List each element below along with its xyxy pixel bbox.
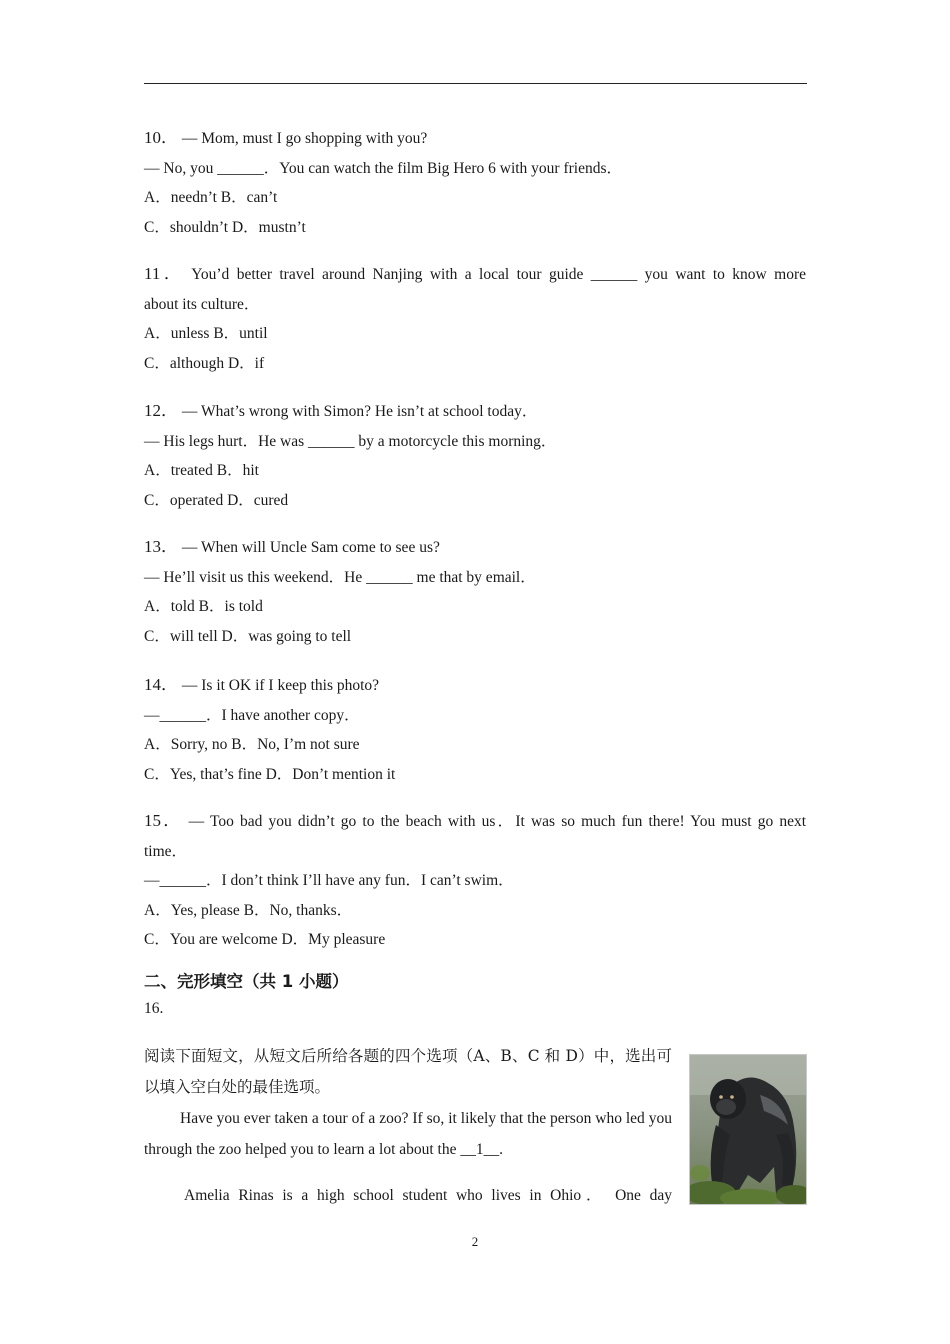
passage-paragraph-1: Have you ever taken a tour of a zoo? If so, it likely that the person who led you through the zoo helped you to learn a lot about the __1__. — [144, 1110, 672, 1158]
question-line: —______．I don’t think I’ll have any fun．I can’t swim． — [144, 872, 514, 889]
question-number: 11． — [144, 264, 185, 283]
question-number: 14． — [144, 675, 178, 694]
question-number: 10． — [144, 128, 178, 147]
option-row: C．although D．if — [144, 354, 265, 372]
question-stem: You’d better travel around Nanjing with a local tour guide ______ you want to know more — [191, 266, 806, 283]
question-line: about its culture． — [144, 295, 260, 313]
header-rule — [144, 83, 807, 84]
question-line: time． — [144, 842, 188, 860]
option-row: A．Sorry, no B．No, I’m not sure — [144, 736, 360, 753]
passage-paragraph-2: Amelia Rinas is a high school student who lives in Ohio． One day — [184, 1187, 672, 1204]
option-row: A．told B．is told — [144, 598, 263, 615]
question-number: 15． — [144, 811, 183, 830]
option-row: A．treated B．hit — [144, 462, 259, 479]
question-line: —______．I have another copy． — [144, 706, 360, 724]
instruction-text: 阅读下面短文，从短文后所给各题的四个选项（A、B、C 和 D）中，选出可以填入空白处的最佳选项。 — [144, 1047, 672, 1096]
question-number: 12． — [144, 401, 178, 420]
question-13 — [144, 532, 806, 651]
question-stem: — Mom, must I go shopping with you? — [181, 130, 428, 147]
option-row: A．needn’t B．can’t — [144, 189, 278, 206]
option-row: A．Yes, please B．No, thanks． — [144, 901, 353, 919]
option-row: A．unless B．until — [144, 325, 268, 342]
question-stem: — When will Uncle Sam come to see us? — [181, 539, 440, 556]
option-row: C．You are welcome D．My pleasure — [144, 931, 386, 948]
gorilla-photo — [689, 1054, 807, 1205]
question-16-number: 16. — [144, 1000, 164, 1017]
question-stem: — Is it OK if I keep this photo? — [181, 677, 380, 694]
question-12 — [144, 396, 806, 515]
cloze-passage — [144, 1041, 672, 1211]
question-line: — No, you ______．You can watch the film Big Hero 6 with your friends． — [144, 159, 623, 177]
option-row: C．Yes, that’s fine D．Don’t mention it — [144, 765, 396, 783]
question-11 — [144, 259, 806, 378]
section-title: 二、完形填空（共 1 小题） — [144, 972, 349, 991]
option-row: C．operated D．cured — [144, 491, 289, 509]
question-15 — [144, 806, 806, 955]
page-number: 2 — [471, 1234, 479, 1249]
question-line: — His legs hurt．He was ______ by a motorcycle this morning． — [144, 432, 557, 450]
question-stem: — Too bad you didn’t go to the beach with us．It was so much fun there! You must go next — [188, 813, 807, 830]
option-row: C．will tell D．was going to tell — [144, 627, 352, 645]
question-stem: — What’s wrong with Simon? He isn’t at school today． — [181, 403, 538, 420]
question-14 — [144, 670, 806, 789]
question-line: — He’ll visit us this weekend．He ______ me that by email． — [144, 568, 536, 586]
question-number: 13． — [144, 537, 178, 556]
option-row: C．shouldn’t D．mustn’t — [144, 218, 306, 236]
question-10 — [144, 123, 806, 242]
